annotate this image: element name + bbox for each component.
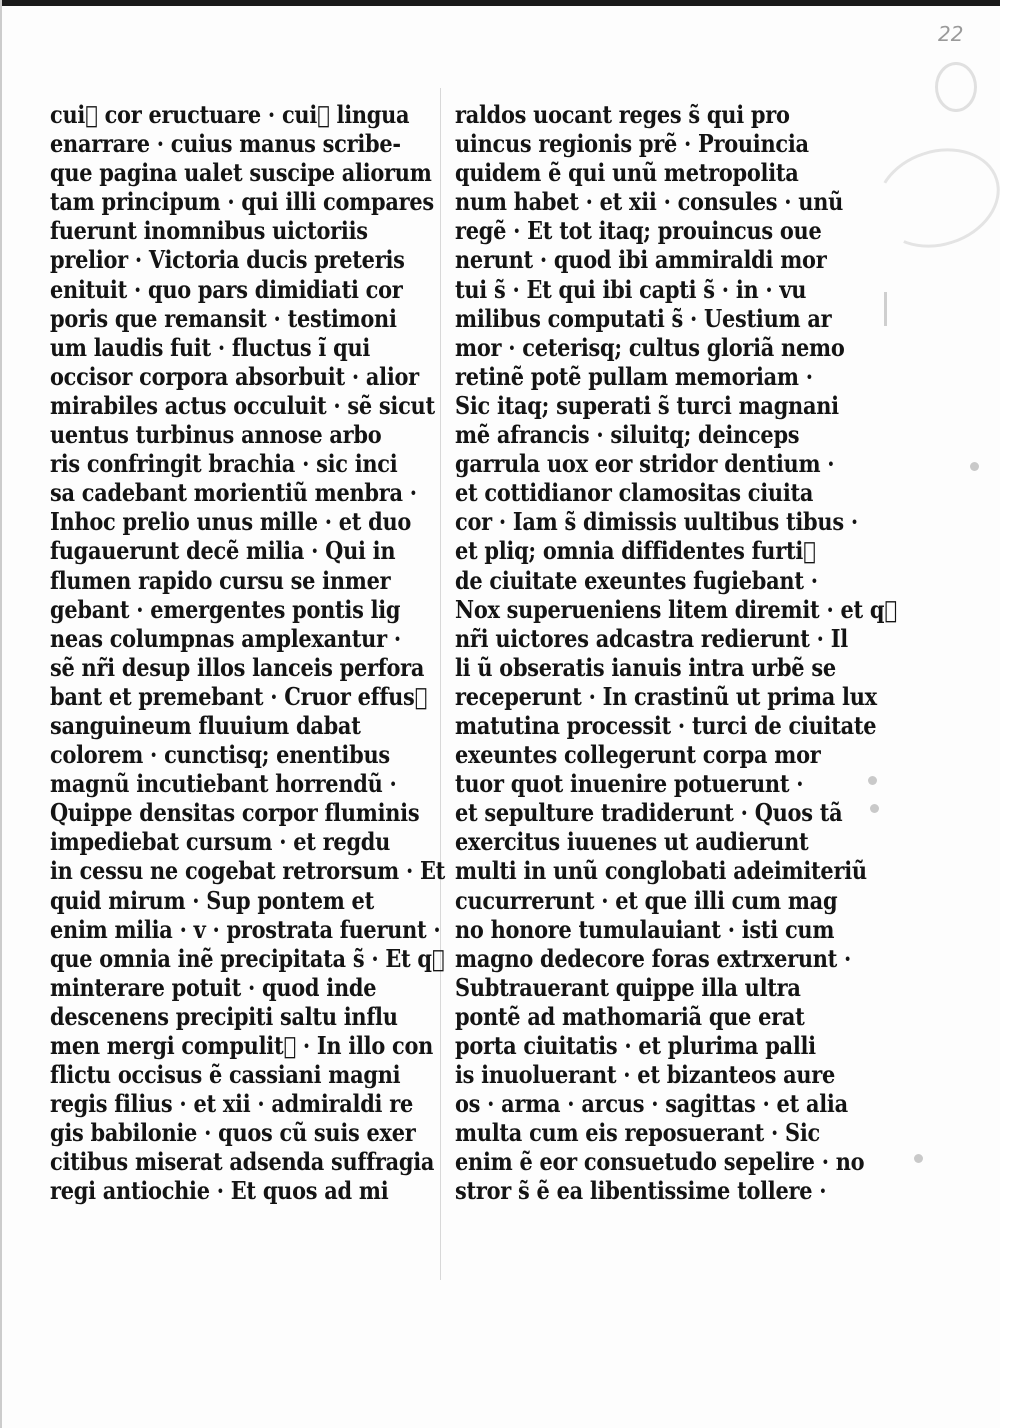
manuscript-line: is inuoluerant · et bizanteos aure [455,1060,836,1090]
manuscript-line: no honore tumulauiant · isti cum [455,914,835,944]
manuscript-line: neas columpnas amplexantur · [50,623,401,653]
margin-dot [970,462,979,471]
manuscript-line: nr̃i uictores adcastra redierunt · Il [455,623,848,653]
manuscript-line: bant et premebant · Cruor effusᷓ [50,681,428,711]
manuscript-line: minterare potuit · quod inde [50,972,377,1002]
manuscript-line: mor · ceterisq; cultus gloriã nemo [455,332,845,362]
manuscript-line: fugauerunt decẽ milia · Qui in [50,536,396,566]
manuscript-line: Nox superueniens litem diremit · et qᷓ [455,594,897,624]
manuscript-line: nerunt · quod ibi ammiraldi mor [455,245,827,275]
manuscript-line: mẽ afrancis · siluitq; deinceps [455,420,800,450]
manuscript-line: ris confringit brachia · sic inci [50,449,398,479]
manuscript-line: tam principum · qui illi compares [50,187,434,217]
manuscript-line: uentus turbinus annose arbo [50,420,382,450]
left-text-column [50,100,490,1206]
manuscript-line: fuerunt inomnibus uictoriis [50,216,368,246]
manuscript-line: li ũ obseratis ianuis intra urbẽ se [455,652,836,682]
manuscript-line: que pagina ualet suscipe aliorum [50,158,432,188]
manuscript-line: raldos uocant reges s̃ qui pro [455,100,790,129]
manuscript-line: descenens precipiti saltu influ [50,1001,398,1031]
manuscript-line: magnũ incutiebant horrendũ · [50,769,397,799]
manuscript-line: cuiᷓ cor eructuare · cuiᷓ lingua [50,100,410,129]
manuscript-line: Quippe densitas corpor fluminis [50,798,420,828]
manuscript-line: Sic itaq; superati s̃ turci magnani [455,390,839,420]
manuscript-line: um laudis fuit · fluctus ĩ qui [50,332,371,362]
manuscript-line: sanguineum fluuium dabat [50,710,361,740]
manuscript-line: exeuntes collegerunt corpa mor [455,740,821,770]
manuscript-line: regi antiochie · Et quos ad mi [50,1176,389,1206]
manuscript-line: colorem · cunctisq; enentibus [50,740,390,770]
manuscript-line: men mergi compulitᷓ · In illo con [50,1031,434,1060]
manuscript-line: flictu occisus ẽ cassiani magni [50,1060,401,1090]
manuscript-line: cucurrerunt · et que illi cum mag [455,885,838,915]
manuscript-line: enarrare · cuius manus scribe- [50,129,401,159]
manuscript-line: cor · Iam s̃ dimissis uultibus tibus · [455,507,858,537]
manuscript-line: magno dedecore foras extrxerunt · [455,943,852,973]
manuscript-line: et sepulture tradiderunt · Quos tã [455,798,843,828]
manuscript-line: multa cum eis reposuerant · Sic [455,1118,820,1148]
manuscript-line: in cessu ne cogebat retrorsum · Et [50,856,446,886]
manuscript-line: sẽ nr̃i desup illos lanceis perfora [50,652,425,682]
manuscript-line: Subtrauerant quippe illa ultra [455,972,801,1002]
manuscript-line: stror s̃ ẽ ea libentissime tollere · [455,1176,827,1206]
manuscript-line: quidem ẽ qui unũ metropolita [455,158,799,188]
manuscript-line: pontẽ ad mathomariã que erat [455,1001,805,1031]
manuscript-line: receperunt · In crastinũ ut prima lux [455,681,877,711]
manuscript-line: citibus miserat adsenda suffragia [50,1147,435,1177]
manuscript-line: uincus regionis prẽ · Prouincia [455,129,809,159]
manuscript-line: prelior · Victoria ducis preteris [50,245,405,275]
manuscript-line: enim milia · v · prostrata fuerunt · [50,914,441,944]
manuscript-line: garrula uox eor stridor dentium · [455,449,835,479]
manuscript-line: gebant · emergentes pontis lig [50,594,401,624]
manuscript-line: et cottidianor clamositas ciuita [455,478,814,508]
manuscript-line: Inhoc prelio unus mille · et duo [50,507,412,537]
page-left-edge [0,0,2,1428]
right-text-column [455,100,905,1206]
folio-stain [935,62,977,112]
manuscript-line: quid mirum · Sup pontem et [50,885,374,915]
manuscript-line: tuor quot inuenire potuerunt · [455,769,804,799]
manuscript-line: milibus computati s̃ · Uestium ar [455,303,832,333]
manuscript-line: que omnia inẽ precipitata s̃ · Et qᷓ [50,943,445,973]
manuscript-line: et pliq; omnia diffidentes furtiᷓ [455,536,816,566]
manuscript-line: tui s̃ · Et qui ibi capti s̃ · in · vu [455,274,807,304]
manuscript-line: retinẽ potẽ pullam memoriam · [455,361,813,391]
manuscript-line: matutina processit · turci de ciuitate [455,710,877,740]
manuscript-line: num habet · et xii · consules · unũ [455,187,844,217]
manuscript-line: enituit · quo pars dimidiati cor [50,274,403,304]
manuscript-line: de ciuitate exeuntes fugiebant · [455,565,818,595]
margin-dot [914,1154,923,1163]
manuscript-line: gis babilonie · quos cũ suis exer [50,1118,416,1148]
manuscript-line: porta ciuitatis · et plurima palli [455,1031,816,1060]
manuscript-line: exercitus iuuenes ut audierunt [455,827,809,857]
manuscript-line: regẽ · Et tot itaq; prouincus oue [455,216,822,246]
folio-number: 22 [938,22,964,46]
manuscript-line: os · arma · arcus · sagittas · et alia [455,1089,848,1119]
manuscript-line: flumen rapido cursu se inmer [50,565,391,595]
manuscript-line: poris que remansit · testimoni [50,303,397,333]
manuscript-line: sa cadebant morientiũ menbra · [50,478,417,508]
manuscript-line: multi in unũ conglobati adeimiteriũ [455,856,867,886]
manuscript-line: impediebat cursum · et regdu [50,827,391,857]
page-top-edge [0,0,1000,6]
manuscript-line: enim ẽ eor consuetudo sepelire · no [455,1147,865,1177]
manuscript-line: regis filius · et xii · admiraldi re [50,1089,413,1119]
manuscript-line: mirabiles actus occuluit · sẽ sicut [50,390,435,420]
manuscript-line: occisor corpora absorbuit · alior [50,361,419,391]
